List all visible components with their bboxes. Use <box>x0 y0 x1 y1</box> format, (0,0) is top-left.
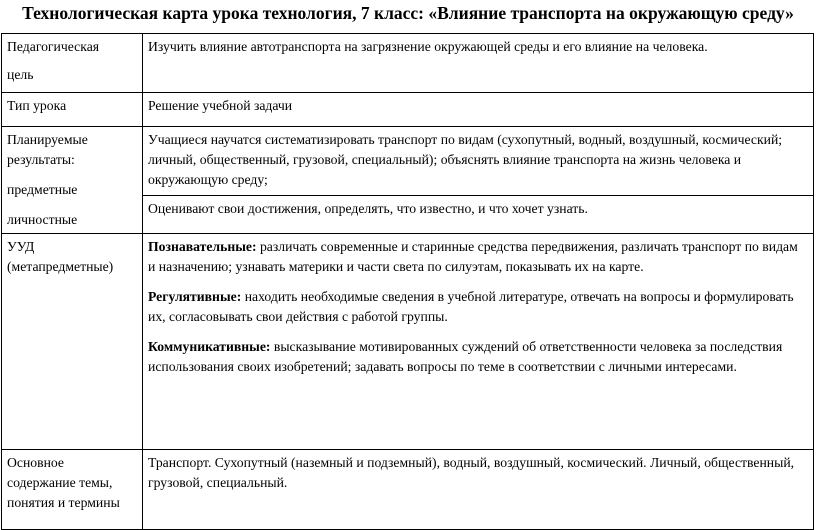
uud-regulatory-text: находить необходимые сведения в учебной литературе, отвечать на вопросы и формулировать их, согласовывать свои действия с работой группы. <box>148 289 794 324</box>
uud-cognitive-text: различать современные и старинные средства передвижения, различать транспорт по видам и назначению; узнавать материки и части света по силуэтам, показывать их на карте. <box>148 239 798 274</box>
lesson-card-table <box>1 33 814 530</box>
uud-communicative <box>148 337 808 377</box>
goal-label-line2: цель <box>7 67 34 82</box>
content-label-cell <box>2 450 143 530</box>
content-label-line1: Основное <box>7 455 65 470</box>
content-label-line2: содержание темы, <box>7 475 113 490</box>
uud-communicative-text: высказывание мотивированных суждений об ответственности человека за последствия использования своих изобретений; задавать вопросы по теме в соответствии с личными интересами. <box>148 339 783 374</box>
uud-communicative-title: Коммуникативные: <box>148 339 271 354</box>
uud-cognitive-title: Познавательные: <box>148 239 257 254</box>
uud-regulatory <box>148 287 808 327</box>
content-value-cell <box>143 450 814 530</box>
results-label-line2: результаты: <box>7 152 75 167</box>
document-title: Технологическая карта урока технология, 7 класс: «Влияние транспорта на окружающую среду» <box>22 3 794 23</box>
table-row-results-subject <box>2 127 814 196</box>
type-value: Решение учебной задачи <box>148 98 293 113</box>
type-value-cell <box>143 93 814 127</box>
uud-cognitive <box>148 237 808 277</box>
uud-label-line2: (метапредметные) <box>7 259 114 274</box>
table-row-goal <box>2 34 814 93</box>
table-row-uud <box>2 234 814 450</box>
results-personal-cell <box>143 195 814 233</box>
content-label-line3: понятия и термины <box>7 495 120 510</box>
results-subject-value: Учащиеся научатся систематизировать транспорт по видам (сухопутный, водный, воздушный, космический; личный, общественный, грузовой, специальный); объяснять влияние транспорта на жизнь человека и окружающую среду; <box>148 132 783 187</box>
results-label-cell <box>2 127 143 234</box>
uud-regulatory-title: Регулятивные: <box>148 289 242 304</box>
type-label: Тип урока <box>7 98 67 113</box>
table-row-content <box>2 450 814 530</box>
goal-label-line1: Педагогическая <box>7 39 100 54</box>
goal-value-cell <box>143 34 814 93</box>
content-value: Транспорт. Сухопутный (наземный и подземный), водный, воздушный, космический. Личный, общественный, грузовой, специальный. <box>148 455 795 490</box>
results-personal-value: Оценивают свои достижения, определять, что известно, и что хочет узнать. <box>148 200 588 216</box>
uud-label-line1: УУД <box>7 239 35 254</box>
goal-label-cell <box>2 34 143 93</box>
table-row-type <box>2 93 814 127</box>
results-label-subject: предметные <box>7 182 78 197</box>
uud-label-cell <box>2 234 143 450</box>
type-label-cell <box>2 93 143 127</box>
results-label-line1: Планируемые <box>7 132 88 147</box>
results-subject-cell <box>143 127 814 196</box>
uud-value-cell <box>143 234 814 450</box>
results-label-personal: личностные <box>7 212 78 227</box>
goal-value: Изучить влияние автотранспорта на загрязнение окружающей среды и его влияние на человека. <box>148 39 708 54</box>
